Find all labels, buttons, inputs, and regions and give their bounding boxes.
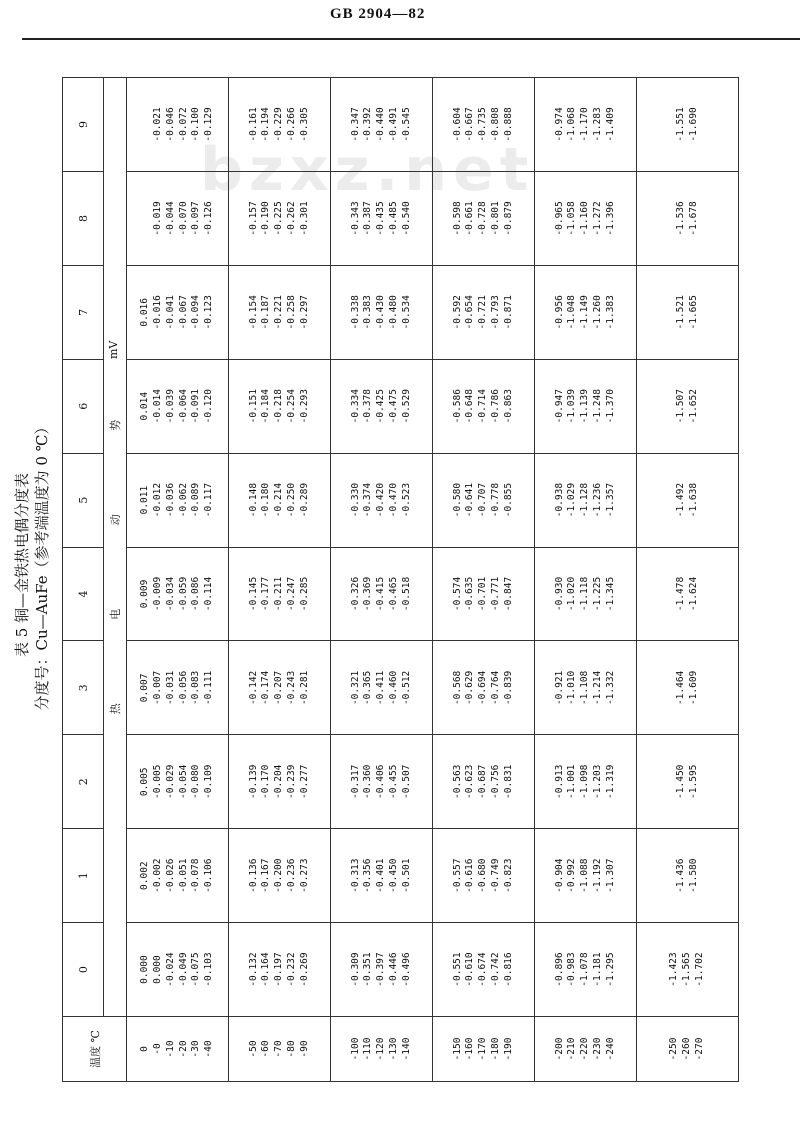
table-caption bbox=[12, 30, 52, 1100]
temp-header: 温度 ℃ bbox=[63, 1017, 127, 1082]
temperature-cell: 0 -0 -10 -20 -30 -40 bbox=[127, 1017, 229, 1082]
emf-value-cell: -0.338 -0.383 -0.430 -0.480 -0.534 bbox=[331, 265, 433, 359]
emf-value-cell: -0.142 -0.174 -0.207 -0.243 -0.281 bbox=[229, 641, 331, 735]
emf-value-cell: -0.586 -0.648 -0.714 -0.786 -0.863 bbox=[433, 359, 535, 453]
emf-value-cell: -0.557 -0.616 -0.680 -0.749 -0.823 bbox=[433, 829, 535, 923]
emf-value-cell: -0.154 -0.187 -0.221 -0.258 -0.297 bbox=[229, 265, 331, 359]
emf-value-cell: -0.326 -0.369 -0.415 -0.465 -0.518 bbox=[331, 547, 433, 641]
emf-value-cell: 0.000 0.000 -0.024 -0.049 -0.075 -0.103 bbox=[127, 923, 229, 1017]
emf-value-cell: 0.005 -0.005 -0.029 -0.054 -0.080 -0.109 bbox=[127, 735, 229, 829]
emf-value-cell: -0.343 -0.387 -0.435 -0.485 -0.540 bbox=[331, 171, 433, 265]
emf-label-text: 热 电 动 势 bbox=[109, 379, 122, 715]
emf-value-cell: -1.464 -1.609 bbox=[637, 641, 739, 735]
emf-value-cell: -0.938 -1.029 -1.128 -1.236 -1.357 bbox=[535, 453, 637, 547]
emf-value-cell: -0.592 -0.654 -0.721 -0.793 -0.871 bbox=[433, 265, 535, 359]
temperature-cell: -50 -60 -70 -80 -90 bbox=[229, 1017, 331, 1082]
column-header: 2 bbox=[63, 735, 104, 829]
emf-value-cell: -0.930 -1.020 -1.118 -1.225 -1.345 bbox=[535, 547, 637, 641]
emf-value-cell: -0.309 -0.351 -0.397 -0.446 -0.496 bbox=[331, 923, 433, 1017]
emf-value-cell: -0.974 -1.068 -1.170 -1.283 -1.409 bbox=[535, 78, 637, 172]
standard-code: GB 2904—82 bbox=[330, 6, 426, 22]
emf-value-cell: -0.021 -0.046 -0.072 -0.100 -0.129 bbox=[127, 78, 229, 172]
temperature-cell: -200 -210 -220 -230 -240 bbox=[535, 1017, 637, 1082]
table-row bbox=[229, 78, 331, 1082]
watermark: bzxz.net bbox=[200, 135, 535, 205]
emf-value-cell: -0.896 -0.983 -1.078 -1.181 -1.295 bbox=[535, 923, 637, 1017]
emf-label bbox=[104, 78, 127, 1017]
emf-value-cell: 0.007 -0.007 -0.031 -0.056 -0.083 -0.111 bbox=[127, 641, 229, 735]
emf-value-cell: -0.574 -0.635 -0.701 -0.771 -0.847 bbox=[433, 547, 535, 641]
unit-label: mV bbox=[107, 340, 120, 359]
column-header: 7 bbox=[63, 265, 104, 359]
column-header: 9 bbox=[63, 78, 104, 172]
column-header: 5 bbox=[63, 453, 104, 547]
table-row bbox=[127, 78, 229, 1082]
emf-value-cell: -0.563 -0.623 -0.687 -0.756 -0.831 bbox=[433, 735, 535, 829]
emf-value-cell: -1.436 -1.580 bbox=[637, 829, 739, 923]
column-header: 6 bbox=[63, 359, 104, 453]
emf-value-cell: 0.014 -0.014 -0.039 -0.064 -0.091 -0.120 bbox=[127, 359, 229, 453]
rotated-table-page bbox=[0, 30, 800, 1100]
emf-value-cell: 0.016 -0.016 -0.041 -0.067 -0.094 -0.123 bbox=[127, 265, 229, 359]
emf-value-cell: 0.009 -0.009 -0.034 -0.059 -0.086 -0.114 bbox=[127, 547, 229, 641]
column-header: 0 bbox=[63, 923, 104, 1017]
emf-value-cell: -1.551 -1.690 bbox=[637, 78, 739, 172]
emf-value-cell: -0.136 -0.167 -0.200 -0.236 -0.273 bbox=[229, 829, 331, 923]
header-row bbox=[63, 78, 104, 1082]
emf-value-cell: -0.334 -0.378 -0.425 -0.475 -0.529 bbox=[331, 359, 433, 453]
emf-value-cell: -0.568 -0.629 -0.694 -0.764 -0.839 bbox=[433, 641, 535, 735]
emf-value-cell: -0.330 -0.374 -0.420 -0.470 -0.523 bbox=[331, 453, 433, 547]
emf-value-cell: -0.145 -0.177 -0.211 -0.247 -0.285 bbox=[229, 547, 331, 641]
emf-value-cell: -0.161 -0.194 -0.229 -0.266 -0.305 bbox=[229, 78, 331, 172]
emf-value-cell: -0.956 -1.048 -1.149 -1.260 -1.383 bbox=[535, 265, 637, 359]
emf-value-cell: -0.965 -1.058 -1.160 -1.272 -1.396 bbox=[535, 171, 637, 265]
emf-value-cell: -0.913 -1.001 -1.098 -1.203 -1.319 bbox=[535, 735, 637, 829]
emf-value-cell: -0.921 -1.010 -1.108 -1.214 -1.332 bbox=[535, 641, 637, 735]
emf-value-cell: -0.947 -1.039 -1.139 -1.248 -1.370 bbox=[535, 359, 637, 453]
table-row bbox=[535, 78, 637, 1082]
emf-value-cell: -0.157 -0.190 -0.225 -0.262 -0.301 bbox=[229, 171, 331, 265]
table-row bbox=[433, 78, 535, 1082]
temperature-cell: -250 -260 -270 bbox=[637, 1017, 739, 1082]
emf-value-cell: -0.317 -0.360 -0.406 -0.455 -0.507 bbox=[331, 735, 433, 829]
table-row bbox=[331, 78, 433, 1082]
table-title: 表 5 铜—金铁热电偶分度表 bbox=[13, 472, 31, 658]
emf-value-cell: 0.011 -0.012 -0.036 -0.062 -0.089 -0.117 bbox=[127, 453, 229, 547]
emf-value-cell: -0.019 -0.044 -0.070 -0.097 -0.126 bbox=[127, 171, 229, 265]
emf-value-cell: -1.423 -1.565 -1.702 bbox=[637, 923, 739, 1017]
emf-value-cell: -1.507 -1.652 bbox=[637, 359, 739, 453]
emf-value-cell: -0.551 -0.610 -0.674 -0.742 -0.816 bbox=[433, 923, 535, 1017]
emf-value-cell: -1.478 -1.624 bbox=[637, 547, 739, 641]
table-subtitle: 分度号：Cu—AuFe（参考端温度为 0 ℃） bbox=[33, 419, 51, 711]
emf-value-cell: -0.598 -0.661 -0.728 -0.801 -0.879 bbox=[433, 171, 535, 265]
column-header: 1 bbox=[63, 829, 104, 923]
emf-value-cell: -0.347 -0.392 -0.440 -0.491 -0.545 bbox=[331, 78, 433, 172]
emf-row bbox=[104, 78, 127, 1082]
emf-value-cell: -0.139 -0.170 -0.204 -0.239 -0.277 bbox=[229, 735, 331, 829]
column-header: 3 bbox=[63, 641, 104, 735]
emf-value-cell: -1.450 -1.595 bbox=[637, 735, 739, 829]
column-header: 4 bbox=[63, 547, 104, 641]
thermocouple-table bbox=[62, 77, 739, 1082]
emf-value-cell: -1.521 -1.665 bbox=[637, 265, 739, 359]
emf-value-cell: -1.536 -1.678 bbox=[637, 171, 739, 265]
temperature-cell: -100 -110 -120 -130 -140 bbox=[331, 1017, 433, 1082]
emf-value-cell: 0.002 -0.002 -0.026 -0.051 -0.078 -0.106 bbox=[127, 829, 229, 923]
emf-value-cell: -1.492 -1.638 bbox=[637, 453, 739, 547]
column-header: 8 bbox=[63, 171, 104, 265]
emf-value-cell: -0.148 -0.180 -0.214 -0.250 -0.289 bbox=[229, 453, 331, 547]
temperature-cell: -150 -160 -170 -180 -190 bbox=[433, 1017, 535, 1082]
emf-value-cell: -0.904 -0.992 -1.088 -1.192 -1.307 bbox=[535, 829, 637, 923]
emf-value-cell: -0.151 -0.184 -0.218 -0.254 -0.293 bbox=[229, 359, 331, 453]
table-row bbox=[637, 78, 739, 1082]
emf-value-cell: -0.313 -0.356 -0.401 -0.450 -0.501 bbox=[331, 829, 433, 923]
emf-value-cell: -0.604 -0.667 -0.735 -0.808 -0.888 bbox=[433, 78, 535, 172]
emf-value-cell: -0.321 -0.365 -0.411 -0.460 -0.512 bbox=[331, 641, 433, 735]
emf-value-cell: -0.132 -0.164 -0.197 -0.232 -0.269 bbox=[229, 923, 331, 1017]
emf-value-cell: -0.580 -0.641 -0.707 -0.778 -0.855 bbox=[433, 453, 535, 547]
